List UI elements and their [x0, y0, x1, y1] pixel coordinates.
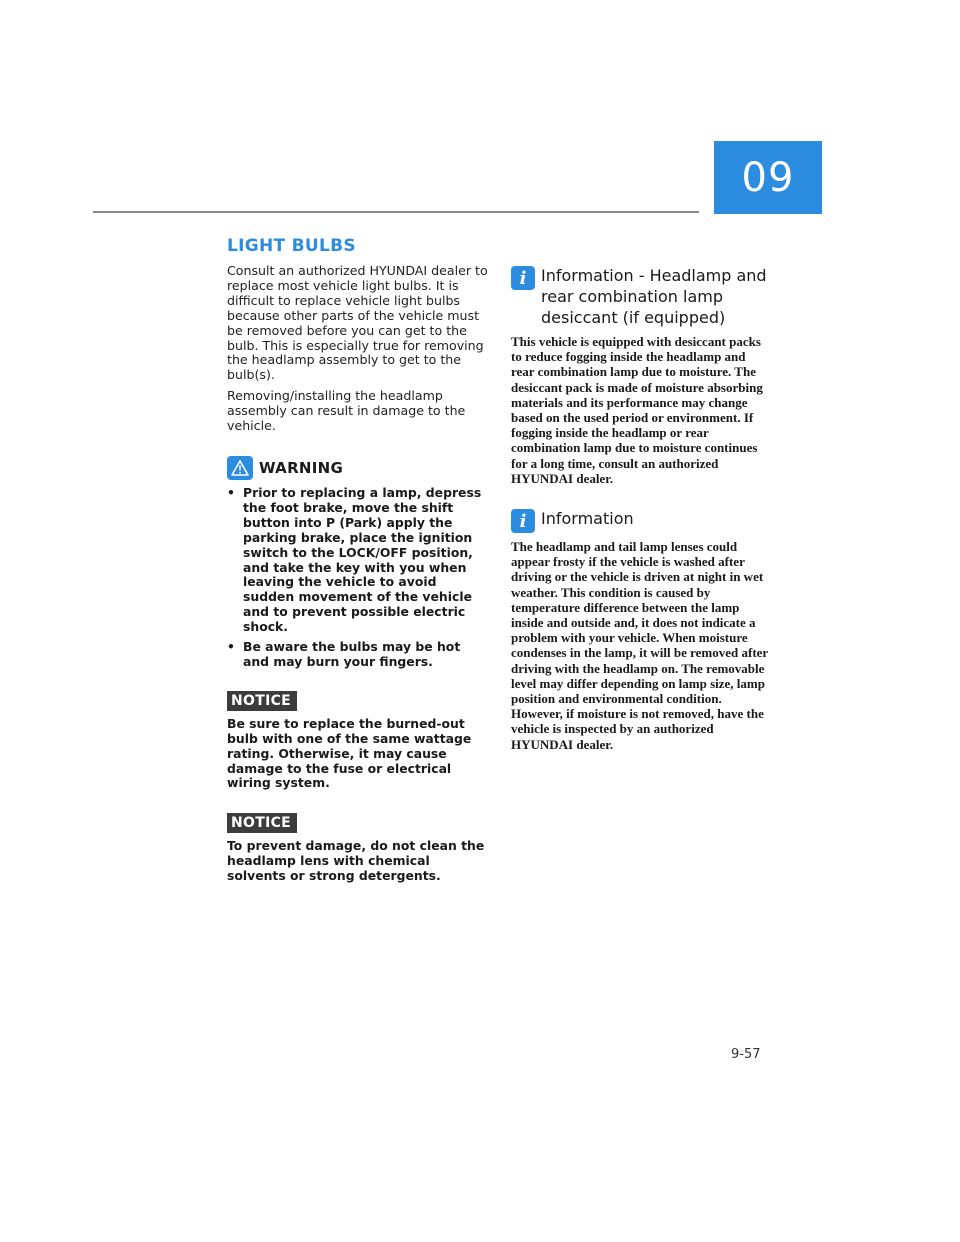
notice-badge: NOTICE	[227, 691, 297, 711]
left-column	[227, 236, 489, 890]
notice-text-wattage: Be sure to replace the burned-out bulb with one of the same wattage rating. Otherwise, it may cause damage to the fuse or electrical wiring system.	[227, 715, 472, 791]
bullet-icon: •	[227, 484, 235, 500]
warning-header	[227, 456, 489, 480]
header-rule	[93, 211, 699, 213]
info-icon: i	[511, 509, 535, 533]
page-number: 9-57	[731, 1047, 761, 1062]
warning-triangle-icon	[227, 456, 253, 480]
info-block-general	[511, 508, 769, 752]
info-title: Information - Headlamp and rear combination lamp desiccant (if equipped)	[541, 266, 767, 327]
info-text: The headlamp and tail lamp lenses could appear frosty if the vehicle is washed after driving or the vehicle is driven at night in wet weather. This condition is caused by temperature difference between the lamp inside and outside and, it does not indicate a problem with your vehicle. When moisture condenses in the lamp, it will be removed after driving with the headlamp on. The removable level may differ depending on lamp size, lamp position and environmental condition. However, if moisture is not removed, have the vehicle is inspected by an authorized HYUNDAI dealer.	[511, 539, 768, 752]
info-title: Information	[541, 509, 634, 529]
warning-list	[227, 486, 489, 670]
notice-badge: NOTICE	[227, 813, 297, 833]
info-text: This vehicle is equipped with desiccant packs to reduce fogging inside the headlamp and rear combination lamp due to moisture. The desiccant pack is made of moisture absorbing materials and its performance may change based on the used period or environment. If fogging inside the headlamp or rear combination lamp due to moisture continues for a long time, consult an authorized HYUNDAI dealer.	[511, 334, 763, 486]
warning-item-text: Be aware the bulbs may be hot and may burn your fingers.	[243, 639, 461, 669]
intro-paragraph: Consult an authorized HYUNDAI dealer to replace most vehicle light bulbs. It is difficult to replace vehicle light bulbs because other parts of the vehicle must be removed before you can get to the bulb. This is especially true for removing the headlamp assembly to get to the bulb(s).	[227, 263, 488, 383]
warning-label: WARNING	[259, 458, 344, 477]
section-title: LIGHT BULBS	[227, 236, 356, 256]
right-column	[511, 265, 769, 752]
info-icon: i	[511, 266, 535, 290]
bullet-icon: •	[227, 639, 235, 655]
damage-paragraph: Removing/installing the headlamp assembly can result in damage to the vehicle.	[227, 388, 466, 434]
warning-item	[227, 640, 489, 670]
info-header	[511, 265, 769, 328]
info-block-desiccant	[511, 265, 769, 486]
info-header	[511, 508, 769, 533]
warning-item-text: Prior to replacing a lamp, depress the foot brake, move the shift button into P (Park) apply the parking brake, place the ignition switch to the LOCK/OFF position, and take the key with you when leaving the vehicle to avoid sudden movement of the vehicle and to prevent possible electric shock.	[243, 484, 482, 635]
notice-text-cleaning: To prevent damage, do not clean the headlamp lens with chemical solvents or strong detergents.	[227, 838, 485, 884]
chapter-tab: 09	[714, 141, 822, 214]
warning-item	[227, 486, 489, 635]
